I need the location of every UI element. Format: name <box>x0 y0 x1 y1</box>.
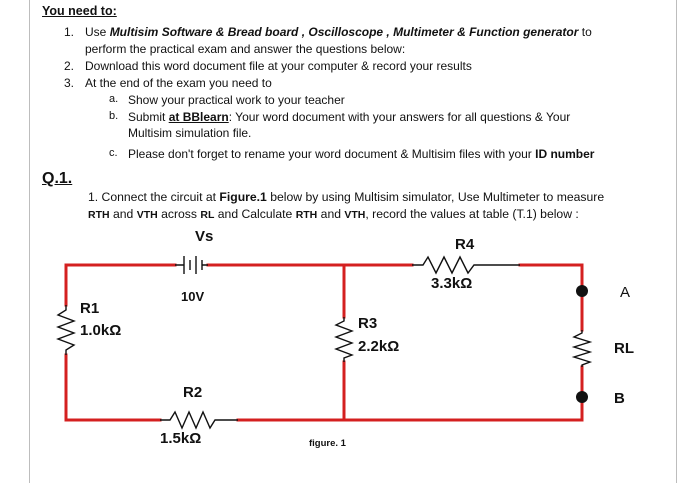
r2-resistor <box>160 412 238 428</box>
substep-b-prefix: Submit <box>128 110 169 124</box>
step-1-line-2: perform the practical exam and answer the questions below: <box>85 42 406 56</box>
substep-letter: c. <box>109 147 118 159</box>
node-b-label: B <box>614 390 625 407</box>
top-wire-right <box>520 265 582 291</box>
r4-value: 3.3kΩ <box>431 275 473 292</box>
section-heading: You need to: <box>42 4 117 18</box>
substep-letter: b. <box>109 110 119 122</box>
node-a-terminal <box>576 285 588 297</box>
left-wire <box>66 265 160 420</box>
rth-symbol: RTH <box>295 209 318 221</box>
r1-label: R1 <box>80 300 100 317</box>
battery-symbol <box>175 256 208 274</box>
r1-resistor <box>58 305 74 355</box>
step-1-prefix: Use <box>85 25 110 39</box>
id-number-text: ID number <box>535 147 595 161</box>
r1-value: 1.0kΩ <box>80 322 122 339</box>
vth-symbol: VTH <box>136 209 158 221</box>
bblearn-text: at BBlearn <box>168 110 229 124</box>
r2-value: 1.5kΩ <box>160 430 202 447</box>
conjunction: and <box>109 207 137 221</box>
substep-c-prefix: Please don't forget to rename your word document & Multisim files with your <box>128 147 536 161</box>
instruction-prefix: 1. Connect the circuit at <box>88 190 220 204</box>
substep-b-suffix: : Your word document with your answers for all questions & Your <box>228 110 571 124</box>
vs-label: Vs <box>195 228 214 245</box>
r2-label: R2 <box>183 384 203 401</box>
rth-symbol: RTH <box>88 209 110 221</box>
substep-a-text: Show your practical work to your teacher <box>128 93 345 107</box>
substep-b-line-2: Multisim simulation file. <box>128 126 252 140</box>
instruction-text: and Calculate <box>214 207 296 221</box>
rl-resistor <box>574 330 590 367</box>
step-3-text: At the end of the exam you need to <box>85 76 272 90</box>
step-number: 2. <box>64 59 75 73</box>
rl-label: RL <box>614 340 634 357</box>
conjunction: across <box>157 207 201 221</box>
rl-symbol: RL <box>200 209 215 221</box>
question-label: Q.1. <box>42 170 73 187</box>
r3-label: R3 <box>358 315 378 332</box>
step-number: 1. <box>64 25 75 39</box>
r4-label: R4 <box>455 236 475 253</box>
r4-resistor <box>412 257 520 273</box>
figure-reference: Figure.1 <box>219 190 267 204</box>
step-2-text: Download this word document file at your computer & record your results <box>85 59 472 73</box>
step-1-equipment: Multisim Software & Bread board , Oscilloscope , Multimeter & Function generator <box>109 25 579 39</box>
node-b-terminal <box>576 391 588 403</box>
r3-value: 2.2kΩ <box>358 338 400 355</box>
instruction-suffix: below by using Multisim simulator, Use Multimeter to measure <box>266 190 605 204</box>
step-1-suffix: to <box>578 25 592 39</box>
instruction-text: , record the values at table (T.1) below : <box>365 207 579 221</box>
vth-symbol: VTH <box>344 209 366 221</box>
conjunction: and <box>317 207 345 221</box>
step-number: 3. <box>64 76 75 90</box>
r3-resistor <box>336 317 352 362</box>
bottom-wire <box>238 397 582 420</box>
substep-letter: a. <box>109 93 119 105</box>
figure-caption: figure. 1 <box>309 438 346 449</box>
vs-value: 10V <box>181 289 205 304</box>
node-a-label: A <box>620 284 631 301</box>
